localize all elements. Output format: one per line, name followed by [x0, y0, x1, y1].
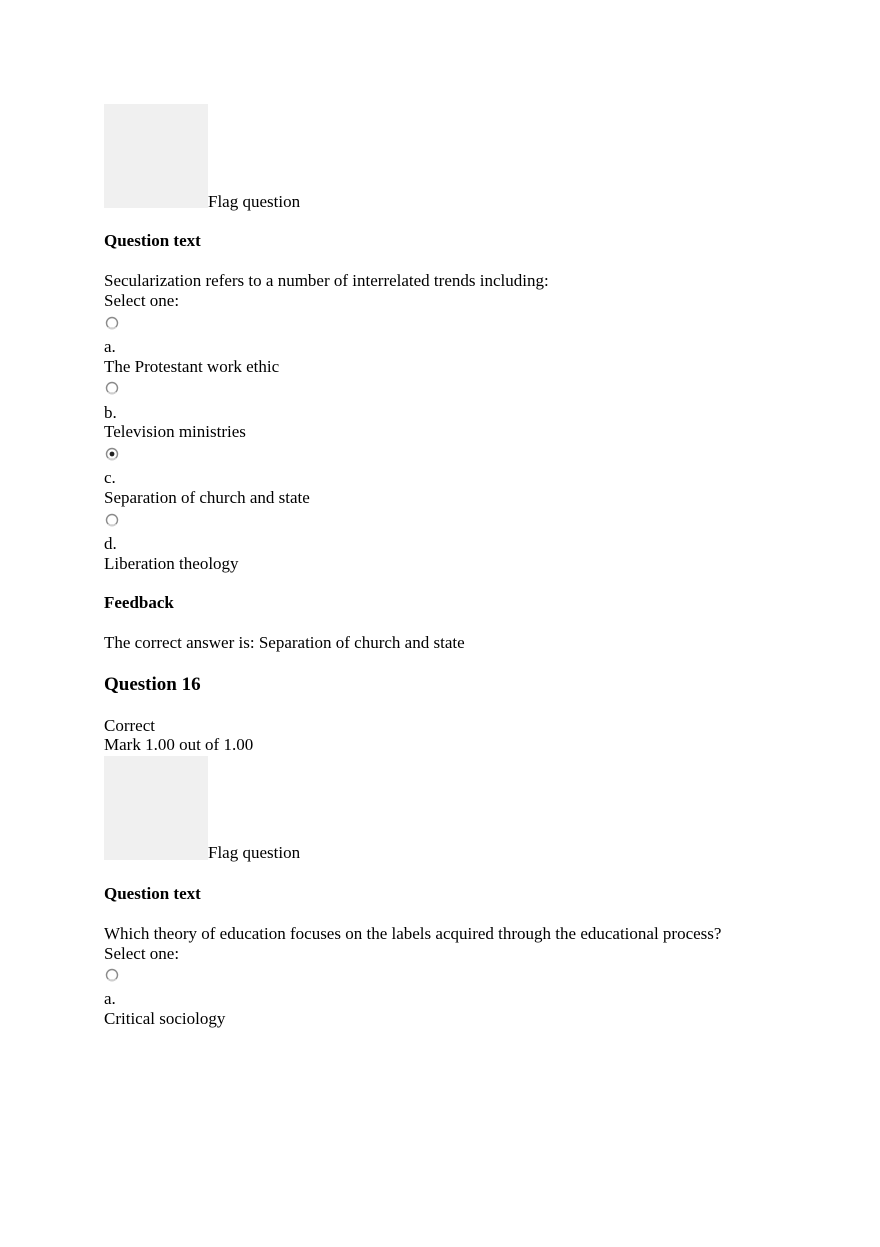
question-mark: Mark 1.00 out of 1.00 [104, 735, 254, 754]
feedback-text: The correct answer is: Separation of church and state [104, 633, 465, 652]
option-text-a[interactable]: Critical sociology [104, 1009, 226, 1028]
radio-option-b[interactable] [105, 381, 119, 395]
question-status: Correct [104, 716, 155, 735]
select-one-label: Select one: [104, 291, 180, 310]
option-letter-a: a. [104, 989, 116, 1008]
question-heading: Question 16 [104, 674, 201, 695]
radio-option-d[interactable] [105, 513, 119, 527]
question-text-heading: Question text [104, 231, 201, 250]
radio-option-a[interactable] [105, 968, 119, 982]
select-one-label: Select one: [104, 944, 180, 963]
question-text-heading: Question text [104, 884, 201, 903]
option-text-a[interactable]: The Protestant work ethic [104, 357, 280, 376]
option-text-b[interactable]: Television ministries [104, 422, 246, 441]
radio-option-c-selected[interactable] [105, 447, 119, 461]
question-prompt: Secularization refers to a number of interrelated trends including: [104, 271, 549, 290]
option-text-d[interactable]: Liberation theology [104, 554, 239, 573]
flag-question-label[interactable]: Flag question [208, 843, 301, 862]
option-letter-c: c. [104, 468, 116, 487]
feedback-heading: Feedback [104, 593, 174, 612]
option-text-c[interactable]: Separation of church and state [104, 488, 310, 507]
option-letter-b: b. [104, 403, 117, 422]
radio-option-a[interactable] [105, 316, 119, 330]
option-letter-a: a. [104, 337, 116, 356]
option-letter-d: d. [104, 534, 117, 553]
flag-question-label[interactable]: Flag question [208, 192, 301, 211]
question-prompt: Which theory of education focuses on the labels acquired through the educational process? [104, 924, 722, 943]
flag-question-image[interactable] [104, 104, 208, 208]
flag-question-image[interactable] [104, 756, 208, 860]
